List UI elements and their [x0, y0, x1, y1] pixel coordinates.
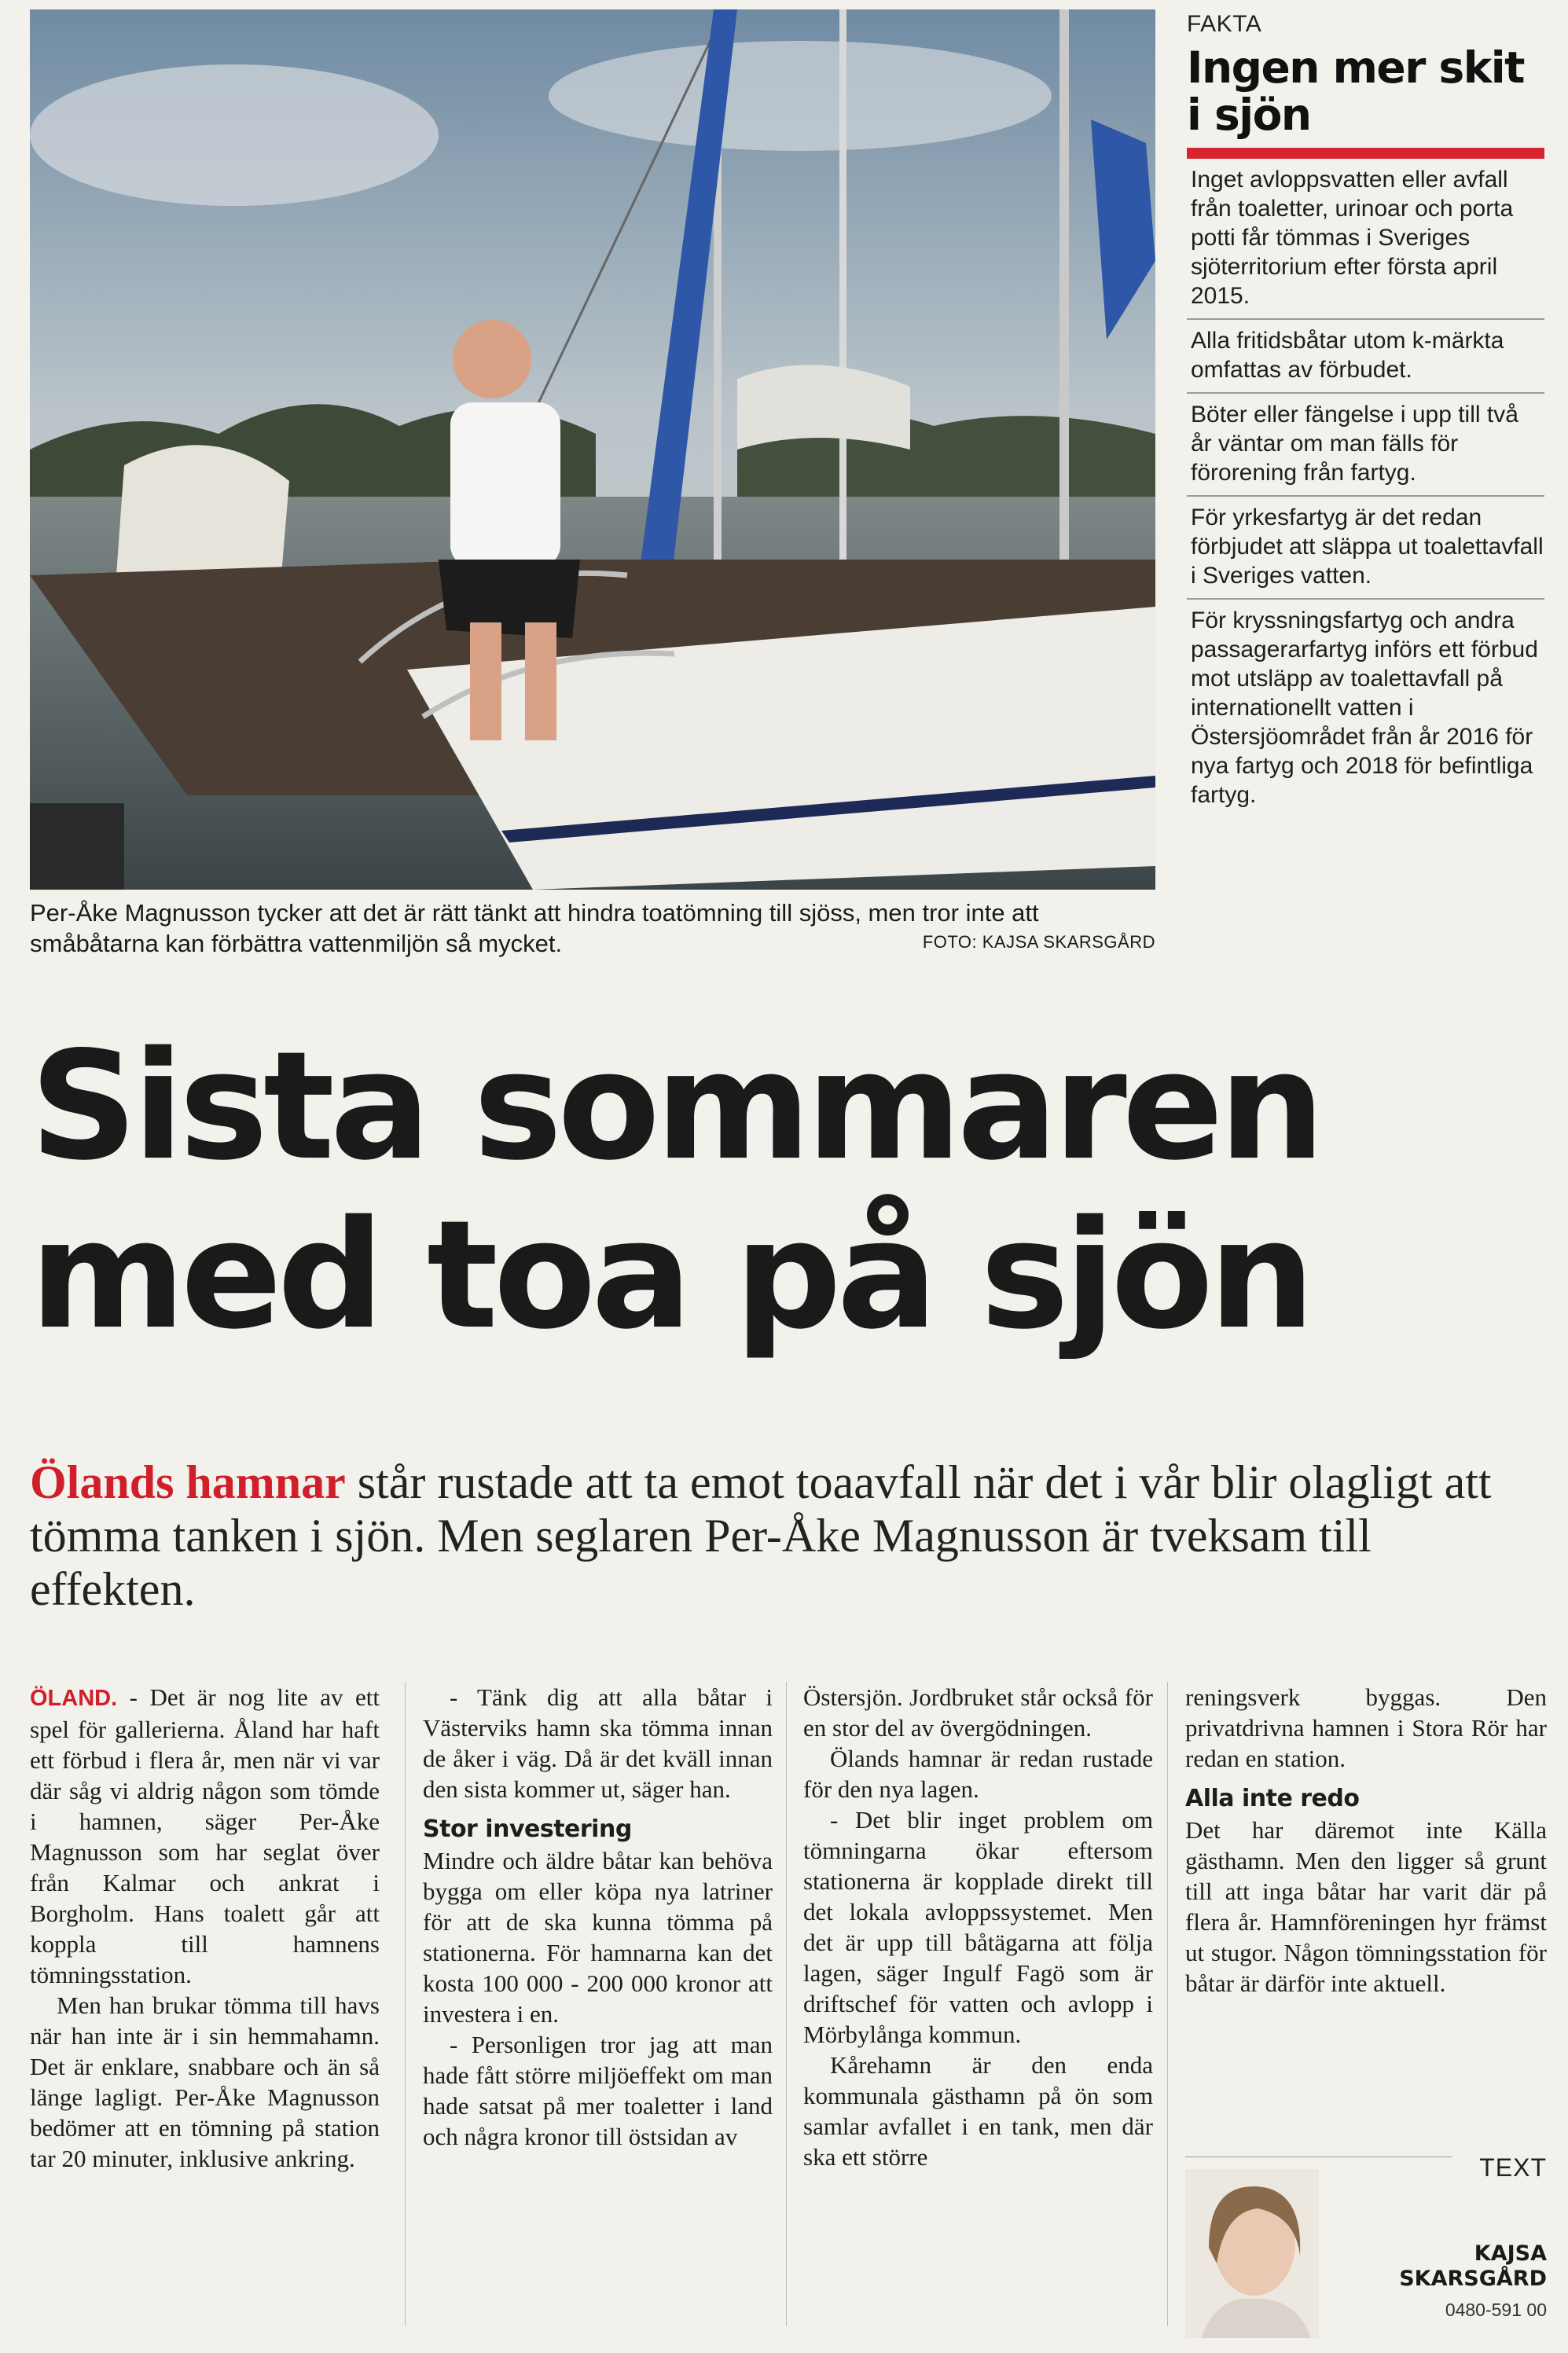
fact-item: För yrkesfartyg är det redan förbjudet att släppa ut toalettavfall i Sveriges vatten. — [1187, 497, 1544, 600]
fact-label: FAKTA — [1187, 11, 1262, 37]
author-portrait — [1185, 2169, 1319, 2338]
body-column-1 — [30, 1682, 380, 2174]
author-first-name: KAJSA — [1474, 2241, 1547, 2266]
dateline-place: ÖLAND. — [30, 1686, 118, 1711]
lead-kicker: Ölands hamnar — [30, 1456, 346, 1508]
body-paragraph: Det har däremot inte Källa gästhamn. Men den ligger så grunt till att inga båtar har varit där på flera år. Hamnföreningen hyr främst ut stugor. Någon tömningsstation för båtar är därför inte aktuell. — [1185, 1816, 1547, 1997]
headline-line-2: med toa på sjön — [30, 1188, 1311, 1362]
headline — [30, 1019, 1547, 1362]
column-divider — [786, 1682, 787, 2326]
fact-item: Alla fritidsbåtar utom k-märkta omfattas av förbudet. — [1187, 320, 1544, 394]
author-last-name: SKARSGÅRD — [1399, 2267, 1547, 2291]
body-paragraph: reningsverk byggas. Den privatdrivna hamnen i Stora Rör har redan en station. — [1185, 1683, 1547, 1772]
subheading: Stor investering — [423, 1815, 632, 1843]
body-paragraph: - Tänk dig att alla båtar i Västerviks hamn ska tömma innan de åker i väg. Då är det kväll innan den sista kommer ut, säger han. — [423, 1683, 773, 1803]
author-name — [1399, 2241, 1547, 2292]
column-divider — [405, 1682, 406, 2326]
body-paragraph: Ölands hamnar är redan rustade för den nya lagen. — [803, 1745, 1153, 1803]
body-paragraph: - Det blir inget problem om tömningarna ökar eftersom stationerna är kopplade direkt till det lokala avloppssystemet. Men det är upp till båtägarna att följa lagen, säger Ingulf Fagö som är driftschef för vatten och avlopp i Mörbylånga kommun. — [803, 1806, 1153, 2048]
fact-box — [1187, 11, 1544, 817]
body-column-2 — [423, 1682, 773, 2152]
caption-text: Per-Åke Magnusson tycker att det är rätt tänkt att hindra toatömning till sjöss, men tror inte att småbåtarna kan förbättra vattenmiljön så mycket. — [30, 899, 1039, 957]
body-column-4 — [1185, 1682, 1547, 1999]
subheading: Alla inte redo — [1185, 1785, 1360, 1812]
body-paragraph — [30, 1682, 380, 1990]
photo-credit: FOTO: KAJSA SKARSGÅRD — [922, 932, 1155, 952]
column-divider — [1167, 1682, 1168, 2326]
body-paragraph: Men han brukar tömma till havs när han inte är i sin hemmahamn. Det är enklare, snabbare och än så länge lagligt. Per-Åke Magnusson bedömer att en tömning på station tar 20 minuter, inklusive ankring. — [30, 1991, 380, 2172]
headline-line-1: Sista sommaren — [30, 1019, 1320, 1193]
byline — [1185, 2153, 1547, 2342]
byline-label: TEXT — [1479, 2153, 1547, 2182]
body-paragraph: Mindre och äldre båtar kan behöva bygga om eller köpa nya latriner för att de ska kunna tömma på stationerna. För hamnarna kan det kosta 100 000 - 200 000 kronor att investera i en. — [423, 1847, 773, 2028]
photo-caption — [30, 898, 1155, 959]
author-portrait-illustration — [1185, 2169, 1319, 2338]
lead-paragraph — [30, 1455, 1547, 1616]
article-photo — [30, 9, 1155, 890]
body-column-3 — [803, 1682, 1153, 2172]
body-paragraph: Kårehamn är den enda kommunala gästhamn på ön som samlar avfallet i en tank, men där ska ett större — [803, 2051, 1153, 2171]
body-paragraph: Östersjön. Jordbruket står också för en stor del av övergödningen. — [803, 1683, 1153, 1742]
fact-item: För kryssningsfartyg och andra passagerarfartyg införs ett förbud mot utsläpp av toalettavfall på internationellt vatten i Östersjöområdet från år 2016 för nya fartyg och 2018 för befintliga fartyg. — [1191, 608, 1538, 808]
body-text: - Det är nog lite av ett spel för gallerierna. Åland har haft ett förbud i flera år, men när vi var där såg vi aldrig någon som tömde i hamnen, säger Per-Åke Magnusson som har seglat över från Kalmar och ankrat i Borgholm. Hans toalett går att koppla till hamnens tömningsstation. — [30, 1683, 380, 1988]
fact-item: Inget avloppsvatten eller avfall från toaletter, urinoar och porta potti får tömmas i Sveriges sjöterritorium efter första april 2015. — [1187, 159, 1544, 320]
fact-title: Ingen mer skit i sjön — [1187, 42, 1524, 140]
sailboat-photo-illustration — [30, 9, 1155, 890]
fact-item: Böter eller fängelse i upp till två år väntar om man fälls för förorening från fartyg. — [1187, 394, 1544, 497]
fact-red-bar — [1187, 148, 1544, 159]
author-phone: 0480-591 00 — [1445, 2300, 1547, 2320]
body-paragraph: - Personligen tror jag att man hade fått större miljöeffekt om man hade satsat på mer toaletter i land och några kronor till östsidan av — [423, 2031, 773, 2150]
lead-text: står rustade att ta emot toaavfall när det i vår blir olagligt att tömma tanken i sjön. Men seglaren Per-Åke Magnusson är tveksam till effekten. — [30, 1456, 1492, 1615]
